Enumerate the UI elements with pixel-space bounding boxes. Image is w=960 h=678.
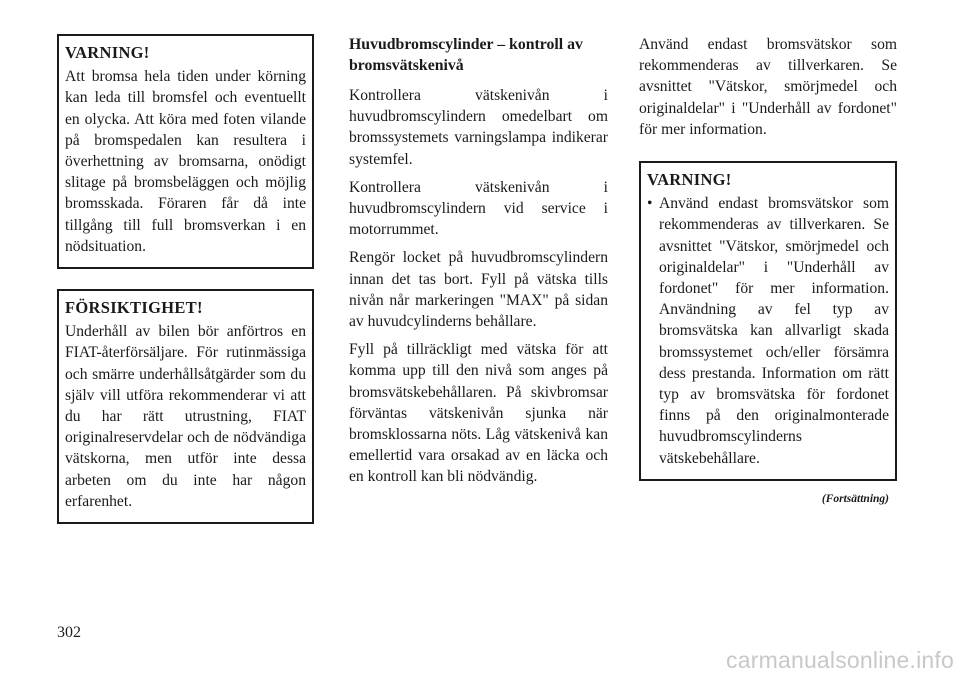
left-column xyxy=(57,34,314,524)
watermark-text: carmanualsonline.info xyxy=(726,647,954,673)
section-heading: Huvudbromscylinder – kontroll av bromsvätskenivå xyxy=(349,36,583,74)
bullet-text: Använd endast bromsvätskor som rekommenderas av tillverkaren. Se avsnittet "Vätskor, smörjmedel och originaldelar" i "Underhåll av fordonet" för mer information. Användning av fel typ av bromsvätska kan allvarligt skada bromssystemet och/eller försämra dess prestanda. Information om rätt typ av bromsvätska för fordonet finns på den originalmonterade huvudbromscylinderns vätskebehållare. xyxy=(659,195,889,467)
continued-label: (Fortsättning) xyxy=(821,492,889,505)
paragraph: Rengör locket på huvudbromscylindern innan det tas bort. Fyll på vätska tills nivån når markeringen "MAX" på sidan av huvudcylinderns behållare. xyxy=(349,249,608,331)
intro-paragraph: Använd endast bromsvätskor som rekommenderas av tillverkaren. Se avsnittet "Vätskor, smörjmedel och originaldelar" i "Underhåll av fordonet" för mer information. xyxy=(639,36,897,138)
caution-text: Underhåll av bilen bör anförtros en FIAT-återförsäljare. För rutinmässiga och smärre underhållsåtgärder som du själv vill utföra rekommenderar vi att du har rätt utrustning, FIAT originalreservdelar och de nödvändiga vätskorna, men utför inte dessa arbeten om du inte har någon erfarenhet. xyxy=(65,323,306,510)
paragraph: Kontrollera vätskenivån i huvudbromscylindern vid service i motorrummet. xyxy=(349,178,608,239)
page-number: 302 xyxy=(57,624,81,641)
warning-title-2: VARNING! xyxy=(647,170,732,190)
warning-box xyxy=(57,34,314,269)
caution-title: FÖRSIKTIGHET! xyxy=(65,298,203,318)
warning-title: VARNING! xyxy=(65,43,150,62)
warning-text: Att bromsa hela tiden under körning kan leda till bromsfel och eventuellt en olycka. Att köra med foten vilande på bromspedalen kan resultera i överhettning av bromsarna, onödigt slitage på bromsbeläggen och möjlig bromsskada. Föraren får då inte tillgång till full bromsverkan i en nödsituation. xyxy=(65,68,306,255)
right-column xyxy=(639,34,897,510)
bullet-item xyxy=(647,193,889,469)
bullet-icon: • xyxy=(647,195,653,213)
caution-box xyxy=(57,289,314,524)
paragraph: Kontrollera vätskenivån i huvudbromscylindern omedelbart om bromssystemets varningslampa indikerar systemfel. xyxy=(349,87,608,168)
paragraph: Fyll på tillräckligt med vätska för att komma upp till den nivå som anges på bromsvätskebehållaren. På skivbromsar förväntas vätskenivån sjunka när bromsklossarna nöts. Låg vätskenivå kan emellertid vara orsakad av en läcka och en kontroll kan bli nödvändig. xyxy=(349,341,608,486)
warning-box-2 xyxy=(639,161,897,481)
middle-column xyxy=(349,34,608,495)
